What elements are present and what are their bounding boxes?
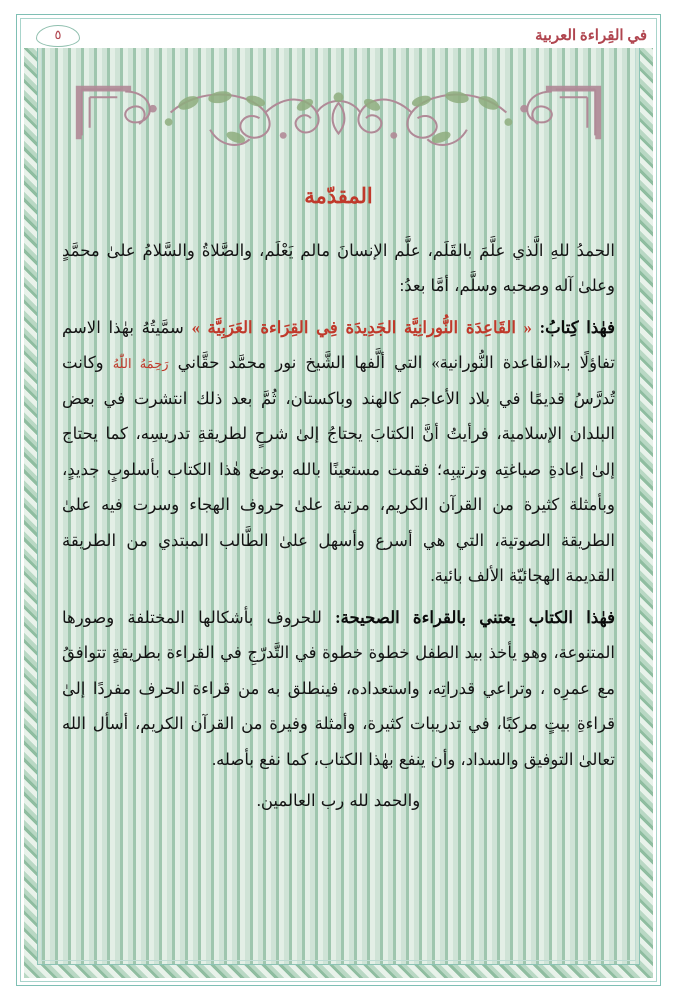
chapter-title: المقدّمة [304,184,373,208]
paragraph-hamdala [62,233,615,304]
book-intro-tail: وكانت تُدرَّسُ قديمًا في بلاد الأعاجم كالهند وباكستان، ثُمَّ بعد ذلك انتشرت في بعض البلدان الإسلامية، فرأيتُ أنَّ الكتابَ يحتاجُ إلىٰ شرحٍ لطريقةِ تدريسِه، كما يحتاج إلىٰ إعادةِ صياغتِه وترتيبِه؛ فقمت مستعينًا بالله بوضع هٰذا الكتاب بأسلوبٍ جديدٍ، وبأمثلة كثيرة من القرآن الكريم، مرتبة علىٰ حروف الهجاء وسرت فيه علىٰ الطريقة الصوتية، التي هي أسرع وأسهل علىٰ الطَّالب المبتدي من الطريقة القديمة الهجائيّة الألف بائية. [62,353,615,586]
book-red-title: « القَاعِدَة النُّورانِيَّة الجَدِيدَة فِي القِرَاءة العَرَبِيَّة » [191,317,532,337]
paragraph-book-care [62,600,615,777]
page-content [62,74,615,938]
book-care-lead: فهٰذا الكتاب يعتني بالقراءة الصحيحة: [335,607,615,627]
book-care-rest: للحروف بأشكالها المختلفة وصورها المتنوعة، وهو يأخذ بيد الطفل خطوة خطوة في التَّدرّجِ في القراءة بطريقةٍ تتوافقُ مع عمرِه ، وتراعي قدراتِه، واستعداده، فينطلق به من قراءة الحرف مفردًا إلىٰ قراءةِ بيتٍ مركبًا، في تدريبات كثيرة، وأمثلة وفيرة من القرآن الكريم، أسأل الله تعالىٰ التوفيق والسداد، وأن ينفع بهٰذا الكتاب، كما نفع بأصله. [62,607,615,769]
floral-ornament-icon [62,80,615,166]
page-header [24,22,653,48]
paragraph-closing: والحمد لله رب العالمين. [256,791,421,811]
hamdala-line-1: الحمدُ للهِ الَّذي علَّمَ بالقَلَم، علَّم الإنسانَ مالم يَعْلَم، والصَّلاةُ والسَّلامُ علىٰ [106,241,615,260]
book-intro-rest: سمَّيتُهُ بهٰذا الاسم تفاؤلًا بـ«القاعدة النُّورانية» التي ألَّفها الشَّيخ نور محمَّد حقَّاني [62,317,615,373]
page-number-badge [30,22,86,48]
book-title: في القِراءة العربية [535,27,647,44]
header-rule [86,35,511,36]
page-number: ٥ [54,27,62,42]
book-intro-lead: فهٰذا كِتابُ: [539,317,615,337]
hamdala-line-2: محمَّدٍ وعلىٰ آله وصحبه وسلَّم، أمَّا بعدُ: [62,241,615,296]
honorific-phrase: رَحِمَهُ اللّٰهُ [112,356,169,372]
paragraph-book-intro [62,310,615,594]
